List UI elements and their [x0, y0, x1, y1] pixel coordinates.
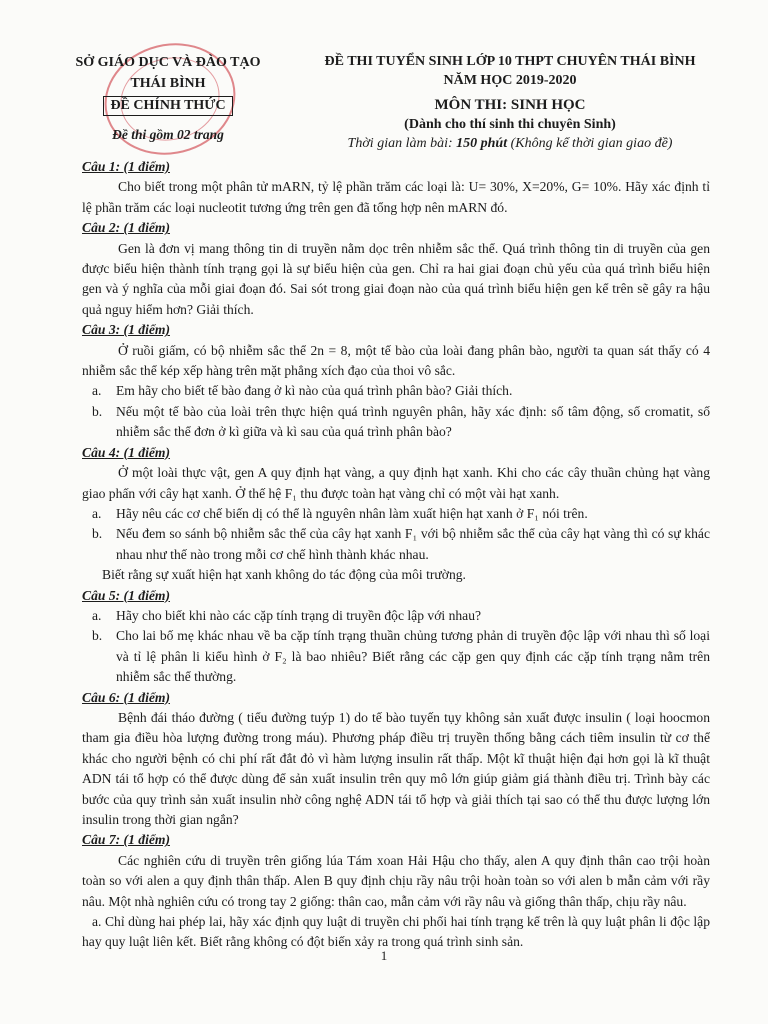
question-3-item-a — [82, 381, 710, 401]
item-text: Cho lai bố mẹ khác nhau về ba cặp tính trạng thuần chủng tương phản di truyền độc lập với nhau thì số loại và tỉ lệ phân li kiểu hình ở F₂ là bao nhiêu? Biết rằng các cặp gen quy định các cặp tính trạng nằm trên nhiễm sắc thể thường. — [116, 628, 710, 685]
question-5-item-a — [82, 606, 710, 626]
item-label: a. — [92, 607, 102, 623]
question-3-text: Ở ruồi giấm, có bộ nhiễm sắc thể 2n = 8, một tế bào của loài đang phân bào, người ta quan sát thấy có 4 nhiễm sắc thể kép xếp hàng trên mặt phẳng xích đạo của thoi vô sắc. — [82, 342, 710, 379]
item-text: Hãy cho biết khi nào các cặp tính trạng di truyền độc lập với nhau? — [116, 607, 482, 623]
question-4-item-a — [82, 504, 710, 524]
question-2-heading: Câu 2: (1 điểm) — [82, 220, 170, 236]
question-3-item-b — [82, 402, 710, 443]
question-5-items — [82, 606, 710, 688]
question-3-heading: Câu 3: (1 điểm) — [82, 322, 170, 338]
exam-body — [82, 157, 710, 953]
question-5-item-b — [82, 626, 710, 687]
time-suffix: (Không kể thời gian giao đề) — [507, 136, 673, 151]
time-prefix: Thời gian làm bài: — [347, 136, 457, 151]
org-line1: SỞ GIÁO DỤC VÀ ĐÀO TẠO — [75, 55, 261, 70]
page-count: Đề thi gồm 02 trang — [112, 127, 224, 142]
question-6-text: Bệnh đái tháo đường ( tiểu đường tuýp 1) do tế bào tuyến tụy không sản xuất được insulin ( loại hoocmon tham gia điều hòa lượng đường trong máu). Phương pháp điều trị truyền thống bằng cách tiêm insulin từ cơ thể khác cho người bệnh có chi phí rất đắt đỏ vì hàm lượng insulin rất thấp. Một kĩ thuật hiện đại hơn gọi là kĩ thuật ADN tái tổ hợp có thể được dùng để sản xuất insulin trên quy mô lớn giúp giảm giá thành điều trị. Trình bày các bước của quy trình sản xuất insulin nhờ công nghệ ADN tái tổ hợp và giải thích tại sao có thể thu được lượng lớn insulin trong thời gian ngắn? — [82, 709, 710, 827]
question-2-text: Gen là đơn vị mang thông tin di truyền nằm dọc trên nhiễm sắc thể. Quá trình thông tin di truyền của gen được biểu hiện thành tính trạng gọi là sự biểu hiện của gen. Chỉ ra hai giai đoạn chủ yếu của quá trình biểu hiện gen và ý nghĩa của mỗi giai đoạn đó. Sai sót trong giai đoạn nào của quá trình biểu hiện gen kể trên sẽ gây ra hậu quả nguy hiểm hơn? Giải thích. — [82, 240, 710, 317]
question-7-heading: Câu 7: (1 điểm) — [82, 832, 170, 848]
question-4-item-b — [82, 524, 710, 565]
exam-year: NĂM HỌC 2019-2020 — [443, 73, 577, 88]
exam-audience: (Dành cho thí sinh thi chuyên Sinh) — [404, 117, 616, 132]
org-line2: THÁI BÌNH — [130, 76, 206, 91]
official-badge: ĐỀ CHÍNH THỨC — [103, 96, 232, 116]
exam-subject: MÔN THI: SINH HỌC — [434, 97, 586, 113]
question-4-heading: Câu 4: (1 điểm) — [82, 444, 170, 460]
question-7-text: Các nghiên cứu di truyền trên giống lúa Tám xoan Hải Hậu cho thấy, alen A quy định thân cao trội hoàn toàn so với alen a quy định thân thấp. Alen B quy định chịu rầy nâu trội hoàn toàn so với alen b mẫn cảm với rầy nâu. Một nhà nghiên cứu có trong tay 2 giống: thân cao, mẫn cảm với rầy nâu và giống thân thấp, chịu rầy nâu. — [82, 852, 710, 909]
item-label: a. — [92, 505, 102, 521]
question-1-heading: Câu 1: (1 điểm) — [82, 159, 170, 174]
item-text: Em hãy cho biết tế bào đang ở kì nào của quá trình phân bào? Giải thích. — [116, 383, 513, 399]
item-label: b. — [92, 628, 103, 644]
question-5-heading: Câu 5: (1 điểm) — [82, 587, 170, 603]
item-label: a. — [92, 383, 102, 399]
item-text: Nếu đem so sánh bộ nhiễm sắc thể của cây hạt xanh F₁ với bộ nhiễm sắc thể của cây hạt vàng thì có sự khác nhau như thế nào trong mỗi cơ chế hình thành khác nhau. — [116, 526, 710, 562]
question-4-text: Ở một loài thực vật, gen A quy định hạt vàng, a quy định hạt xanh. Khi cho các cây thuần chủng hạt vàng giao phấn với cây hạt xanh. Ở thế hệ F₁ thu được toàn hạt vàng chỉ có một vài hạt xanh. — [82, 465, 710, 501]
time-value: 150 phút — [456, 136, 508, 151]
exam-title: ĐỀ THI TUYỂN SINH LỚP 10 THPT CHUYÊN THÁI BÌNH — [324, 54, 696, 69]
issuer-header — [58, 52, 278, 145]
exam-time — [300, 134, 720, 153]
item-text: Nếu một tế bào của loài trên thực hiện quá trình nguyên phân, hãy xác định: số tâm động, số cromatit, số nhiễm sắc thể đơn ở kì giữa và kì sau của quá trình phân bào? — [116, 403, 710, 440]
question-3-items — [82, 381, 710, 442]
question-4-items — [82, 504, 710, 565]
question-4-note: Biết rằng sự xuất hiện hạt xanh không do tác động của môi trường. — [102, 567, 466, 583]
question-7-item-a: a. Chỉ dùng hai phép lai, hãy xác định quy luật di truyền chi phối hai tính trạng kể trên là quy luật phân li độc lập hay quy luật liên kết. Biết rằng không có đột biến xảy ra trong quá trình sinh sản. — [82, 914, 710, 950]
question-1-text: Cho biết trong một phân tử mARN, tỷ lệ phần trăm các loại là: U= 30%, X=20%, G= 10%. Hãy xác định tỉ lệ phần trăm các loại nucleotit tương ứng trên gen đã tổng hợp nên mARN đó. — [82, 179, 710, 215]
item-label: b. — [92, 526, 103, 542]
exam-header — [300, 52, 720, 153]
page-number: 1 — [380, 948, 388, 963]
item-label: b. — [92, 403, 103, 419]
item-text: Hãy nêu các cơ chế biến dị có thể là nguyên nhân làm xuất hiện hạt xanh ở F₁ nói trên. — [116, 505, 588, 521]
question-6-heading: Câu 6: (1 điểm) — [82, 689, 170, 705]
